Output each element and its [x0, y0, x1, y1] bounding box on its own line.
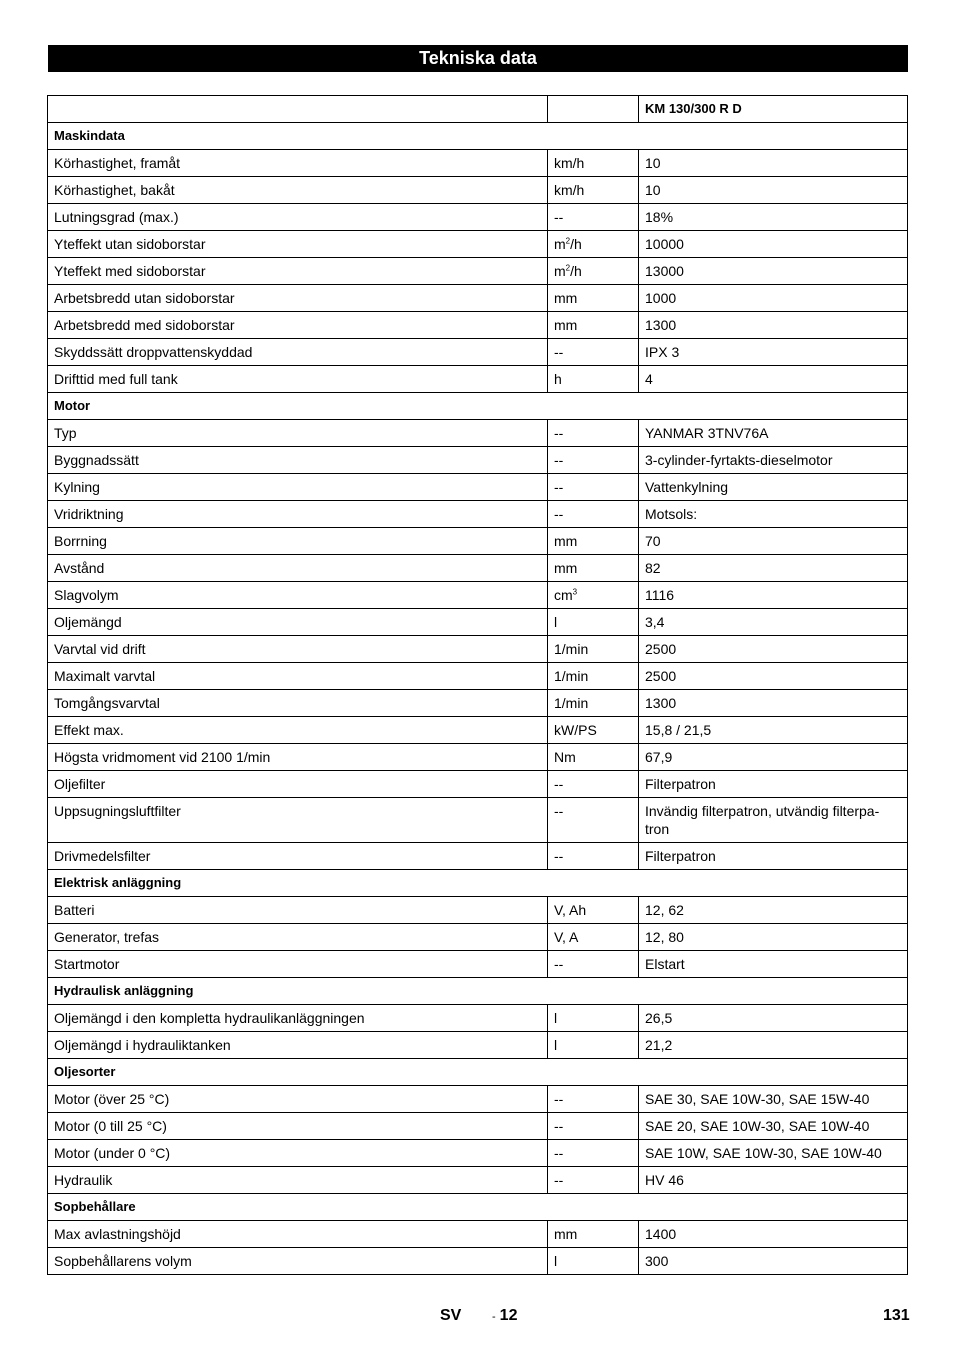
row-label: Typ: [48, 420, 548, 447]
row-unit: [548, 843, 639, 870]
section-row: [48, 1194, 908, 1221]
table-row: [48, 204, 908, 231]
table-row: [48, 258, 908, 285]
unit-text: mm: [554, 290, 578, 306]
row-value: [639, 1005, 908, 1032]
unit-text: 1/min: [554, 695, 589, 711]
table-row: [48, 843, 908, 870]
table-row: [48, 771, 908, 798]
unit-text: --: [554, 1172, 564, 1188]
row-label: Oljemängd i hydrauliktanken: [48, 1032, 548, 1059]
unit-text: --: [554, 344, 564, 360]
value-text: 10000: [645, 236, 684, 252]
table-row: [48, 636, 908, 663]
row-value: [639, 555, 908, 582]
value-text: Filterpatron: [645, 776, 716, 792]
row-unit: [548, 609, 639, 636]
row-value: [639, 177, 908, 204]
value-text: 13000: [645, 263, 684, 279]
row-value: [639, 285, 908, 312]
unit-text: km/h: [554, 182, 585, 198]
unit-text: kW/PS: [554, 722, 597, 738]
table-row: [48, 339, 908, 366]
row-label: Sopbehållarens volym: [48, 1248, 548, 1275]
unit-text: --: [554, 1145, 564, 1161]
table-row: [48, 474, 908, 501]
row-label: Drivmedelsfilter: [48, 843, 548, 870]
row-label: Arbetsbredd med sidoborstar: [48, 312, 548, 339]
row-label: Motor (under 0 °C): [48, 1140, 548, 1167]
section-title: Oljesorter: [48, 1059, 908, 1086]
footer-language: SV: [440, 1307, 462, 1324]
table-row: [48, 1167, 908, 1194]
row-unit: [548, 150, 639, 177]
row-label: Arbetsbredd utan sidoborstar: [48, 285, 548, 312]
value-text: 12, 80: [645, 929, 684, 945]
row-label: Kylning: [48, 474, 548, 501]
row-unit: [548, 897, 639, 924]
value-text: 1116: [645, 587, 675, 603]
unit-text: --: [554, 479, 564, 495]
unit-text: --: [554, 848, 564, 864]
row-unit: [548, 951, 639, 978]
unit-superscript: 3: [572, 587, 578, 597]
row-label: Maximalt varvtal: [48, 663, 548, 690]
row-label: Körhastighet, framåt: [48, 150, 548, 177]
row-value: [639, 717, 908, 744]
row-unit: [548, 312, 639, 339]
table-header-row: [48, 96, 908, 123]
row-label: Skyddssätt droppvattenskyddad: [48, 339, 548, 366]
table-row: [48, 1140, 908, 1167]
table-row: [48, 1005, 908, 1032]
unit-text: l: [554, 1253, 558, 1269]
table-row: [48, 951, 908, 978]
table-row: [48, 150, 908, 177]
value-text: IPX 3: [645, 344, 680, 360]
table-row: [48, 366, 908, 393]
row-label: Oljemängd: [48, 609, 548, 636]
value-text: 82: [645, 560, 661, 576]
row-value: [639, 312, 908, 339]
row-value: [639, 339, 908, 366]
row-value: [639, 1113, 908, 1140]
value-text: 10: [645, 182, 661, 198]
section-title: Maskindata: [48, 123, 908, 150]
section-row: [48, 393, 908, 420]
row-unit: [548, 1167, 639, 1194]
table-row: [48, 582, 908, 609]
row-label: Effekt max.: [48, 717, 548, 744]
table-row: [48, 663, 908, 690]
value-text: SAE 30, SAE 10W-30, SAE 15W-40: [645, 1091, 870, 1107]
row-value: [639, 897, 908, 924]
value-text: 70: [645, 533, 661, 549]
row-unit: [548, 1113, 639, 1140]
row-value: [639, 258, 908, 285]
unit-text: --: [554, 209, 564, 225]
value-text: 1300: [645, 317, 677, 333]
value-text: SAE 10W, SAE 10W-30, SAE 10W-40: [645, 1145, 882, 1161]
row-label: Drifttid med full tank: [48, 366, 548, 393]
footer-page-label-number: 12: [499, 1307, 518, 1324]
row-value: [639, 366, 908, 393]
unit-text: l: [554, 1037, 558, 1053]
row-value: [639, 528, 908, 555]
row-label: Lutningsgrad (max.): [48, 204, 548, 231]
unit-suffix: /h: [570, 263, 582, 279]
table-row: [48, 177, 908, 204]
unit-text: l: [554, 614, 558, 630]
value-text: 21,2: [645, 1037, 673, 1053]
table-row: [48, 690, 908, 717]
row-label: Yteffekt utan sidoborstar: [48, 231, 548, 258]
table-row: [48, 924, 908, 951]
row-label: Motor (0 till 25 °C): [48, 1113, 548, 1140]
unit-text: --: [554, 1118, 564, 1134]
row-label: Oljemängd i den kompletta hydraulikanläggningen: [48, 1005, 548, 1032]
row-unit: [548, 1005, 639, 1032]
value-text: 18%: [645, 209, 674, 225]
unit-text: --: [554, 776, 564, 792]
value-text: 1400: [645, 1226, 677, 1242]
unit-text: mm: [554, 317, 578, 333]
table-row: [48, 1113, 908, 1140]
unit-text: mm: [554, 533, 578, 549]
table-row: [48, 717, 908, 744]
row-unit: [548, 204, 639, 231]
row-unit: [548, 924, 639, 951]
row-value: [639, 150, 908, 177]
row-value: [639, 447, 908, 474]
value-text: 10: [645, 155, 661, 171]
row-value: [639, 771, 908, 798]
row-value: [639, 420, 908, 447]
row-unit: [548, 1086, 639, 1113]
row-unit: [548, 771, 639, 798]
unit-text: mm: [554, 1226, 578, 1242]
row-value: [639, 744, 908, 771]
row-value: [639, 582, 908, 609]
value-text: 2500: [645, 641, 677, 657]
value-text: 1300: [645, 695, 677, 711]
unit-text: --: [554, 506, 564, 522]
row-value: [639, 1248, 908, 1275]
value-text: SAE 20, SAE 10W-30, SAE 10W-40: [645, 1118, 870, 1134]
row-unit: [548, 447, 639, 474]
row-unit: [548, 339, 639, 366]
value-text: 3-cylinder-fyrtakts-dieselmotor: [645, 452, 833, 468]
row-label: Högsta vridmoment vid 2100 1/min: [48, 744, 548, 771]
row-value: [639, 798, 908, 843]
unit-text: V, Ah: [554, 902, 587, 918]
row-value: [639, 474, 908, 501]
row-value: [639, 663, 908, 690]
table-row: [48, 1032, 908, 1059]
section-title: Elektrisk anläggning: [48, 870, 908, 897]
table-row: [48, 420, 908, 447]
section-title: Sopbehållare: [48, 1194, 908, 1221]
unit-text: Nm: [554, 749, 576, 765]
value-text: 15,8 / 21,5: [645, 722, 712, 738]
row-unit: [548, 690, 639, 717]
row-value: [639, 1086, 908, 1113]
unit-text: km/h: [554, 155, 585, 171]
header-empty-label: [48, 96, 548, 123]
table-row: [48, 312, 908, 339]
row-label: Avstånd: [48, 555, 548, 582]
row-label: Borrning: [48, 528, 548, 555]
row-value: [639, 690, 908, 717]
unit-text: --: [554, 452, 564, 468]
value-text: Elstart: [645, 956, 685, 972]
table-row: [48, 798, 908, 843]
footer-page-number: 131: [883, 1307, 910, 1324]
row-label: Batteri: [48, 897, 548, 924]
unit-text: --: [554, 803, 564, 819]
unit-text: m: [554, 263, 566, 279]
table-row: [48, 285, 908, 312]
value-text: Invändig filterpatron, utvändig filterpa-: [645, 803, 880, 819]
row-label: Motor (över 25 °C): [48, 1086, 548, 1113]
unit-text: mm: [554, 560, 578, 576]
value-text: 300: [645, 1253, 669, 1269]
table-body: [48, 96, 908, 1275]
section-row: [48, 870, 908, 897]
row-value: [639, 1032, 908, 1059]
unit-text: 1/min: [554, 668, 589, 684]
table-row: [48, 231, 908, 258]
footer-page-label: [492, 1307, 517, 1325]
row-unit: [548, 582, 639, 609]
value-text: 4: [645, 371, 653, 387]
table-row: [48, 1248, 908, 1275]
value-text: HV 46: [645, 1172, 684, 1188]
row-value: [639, 501, 908, 528]
value-text-line2: tron: [645, 821, 670, 837]
row-unit: [548, 528, 639, 555]
model-header: KM 130/300 R D: [639, 96, 908, 123]
row-label: Varvtal vid drift: [48, 636, 548, 663]
unit-text: 1/min: [554, 641, 589, 657]
row-label: Uppsugningsluftfilter: [48, 798, 548, 843]
row-label: Tomgångsvarvtal: [48, 690, 548, 717]
row-label: Generator, trefas: [48, 924, 548, 951]
row-unit: [548, 366, 639, 393]
row-unit: [548, 717, 639, 744]
value-text: YANMAR 3TNV76A: [645, 425, 769, 441]
row-value: [639, 1167, 908, 1194]
row-unit: [548, 231, 639, 258]
value-text: 3,4: [645, 614, 665, 630]
row-unit: [548, 636, 639, 663]
row-value: [639, 1140, 908, 1167]
section-row: [48, 1059, 908, 1086]
footer-dash: -: [492, 1311, 496, 1323]
table-row: [48, 501, 908, 528]
unit-text: cm: [554, 587, 573, 603]
row-value: [639, 231, 908, 258]
technical-data-table: [47, 95, 908, 1275]
table-row: [48, 447, 908, 474]
unit-text: --: [554, 956, 564, 972]
row-unit: [548, 177, 639, 204]
unit-text: --: [554, 425, 564, 441]
value-text: 26,5: [645, 1010, 673, 1026]
row-label: Byggnadssätt: [48, 447, 548, 474]
unit-text: l: [554, 1010, 558, 1026]
row-unit: [548, 501, 639, 528]
row-value: [639, 843, 908, 870]
unit-text: V, A: [554, 929, 579, 945]
row-unit: [548, 1032, 639, 1059]
row-label: Hydraulik: [48, 1167, 548, 1194]
section-title: Motor: [48, 393, 908, 420]
row-unit: [548, 555, 639, 582]
table-row: [48, 1086, 908, 1113]
section-row: [48, 123, 908, 150]
page-title: Tekniska data: [48, 45, 908, 72]
section-title: Hydraulisk anläggning: [48, 978, 908, 1005]
row-label: Slagvolym: [48, 582, 548, 609]
row-unit: [548, 1221, 639, 1248]
row-unit: [548, 744, 639, 771]
row-unit: [548, 420, 639, 447]
unit-superscript: 2: [565, 236, 571, 246]
table-row: [48, 1221, 908, 1248]
row-value: [639, 636, 908, 663]
unit-text: h: [554, 371, 562, 387]
value-text: 2500: [645, 668, 677, 684]
row-value: [639, 924, 908, 951]
value-text: 12, 62: [645, 902, 684, 918]
row-unit: [548, 1140, 639, 1167]
row-label: Vridriktning: [48, 501, 548, 528]
row-label: Max avlastningshöjd: [48, 1221, 548, 1248]
table-row: [48, 555, 908, 582]
unit-text: --: [554, 1091, 564, 1107]
row-label: Startmotor: [48, 951, 548, 978]
value-text: 67,9: [645, 749, 673, 765]
value-text: Filterpatron: [645, 848, 716, 864]
table-row: [48, 609, 908, 636]
value-text: Vattenkylning: [645, 479, 729, 495]
table-row: [48, 744, 908, 771]
row-value: [639, 609, 908, 636]
section-row: [48, 978, 908, 1005]
unit-suffix: /h: [570, 236, 582, 252]
row-label: Oljefilter: [48, 771, 548, 798]
row-value: [639, 204, 908, 231]
table-row: [48, 528, 908, 555]
row-label: Yteffekt med sidoborstar: [48, 258, 548, 285]
row-unit: [548, 258, 639, 285]
value-text: 1000: [645, 290, 677, 306]
row-value: [639, 1221, 908, 1248]
unit-superscript: 2: [565, 263, 571, 273]
row-value: [639, 951, 908, 978]
header-empty-unit: [548, 96, 639, 123]
table-row: [48, 897, 908, 924]
row-unit: [548, 474, 639, 501]
row-unit: [548, 798, 639, 843]
row-unit: [548, 1248, 639, 1275]
row-unit: [548, 663, 639, 690]
value-text: Motsols:: [645, 506, 698, 522]
unit-text: m: [554, 236, 566, 252]
row-unit: [548, 285, 639, 312]
row-label: Körhastighet, bakåt: [48, 177, 548, 204]
